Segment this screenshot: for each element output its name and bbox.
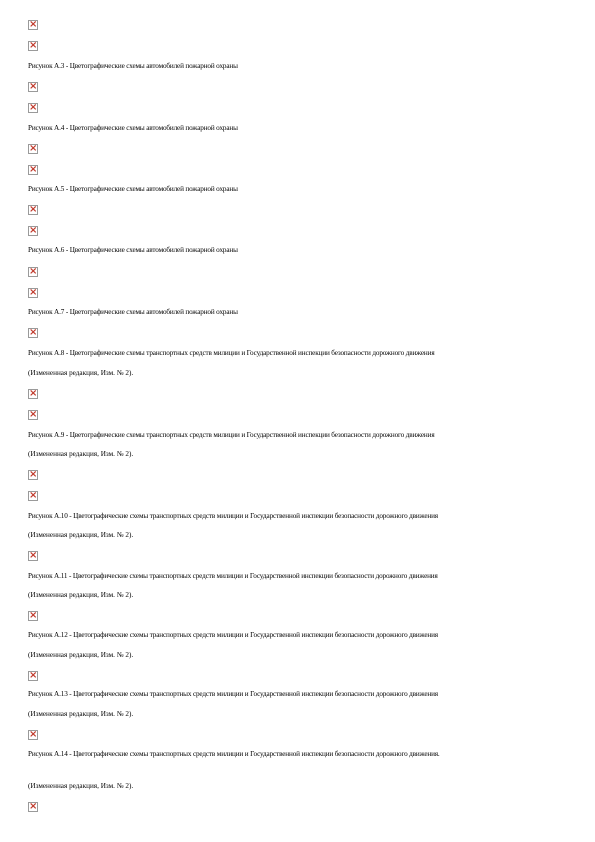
broken-image-icon <box>28 802 38 812</box>
broken-image-icon <box>28 410 38 420</box>
figure-caption: Рисунок А.11 - Цветографические схемы транспортных средств милиции и Государственной инспекции безопасности дорожного движения <box>28 572 438 580</box>
broken-image-icon <box>28 267 38 277</box>
figure-caption: Рисунок А.8 - Цветографические схемы транспортных средств милиции и Государственной инспекции безопасности дорожного движения <box>28 349 435 357</box>
broken-image-icon <box>28 328 38 338</box>
figure-caption: Рисунок А.9 - Цветографические схемы транспортных средств милиции и Государственной инспекции безопасности дорожного движения <box>28 431 435 439</box>
figure-caption: Рисунок А.5 - Цветографические схемы автомобилей пожарной охраны <box>28 185 238 193</box>
amendment-note: (Измененная редакция, Изм. № 2). <box>28 450 134 458</box>
figure-caption: Рисунок А.10 - Цветографические схемы транспортных средств милиции и Государственной инспекции безопасности дорожного движения <box>28 512 438 520</box>
broken-image-icon <box>28 82 38 92</box>
broken-image-icon <box>28 288 38 298</box>
figure-caption: Рисунок А.3 - Цветографические схемы автомобилей пожарной охраны <box>28 62 238 70</box>
figure-caption: Рисунок А.12 - Цветографические схемы транспортных средств милиции и Государственной инспекции безопасности дорожного движения <box>28 631 438 639</box>
amendment-note: (Измененная редакция, Изм. № 2). <box>28 710 134 718</box>
broken-image-icon <box>28 551 38 561</box>
amendment-note: (Измененная редакция, Изм. № 2). <box>28 531 134 539</box>
figure-caption: Рисунок А.6 - Цветографические схемы автомобилей пожарной охраны <box>28 246 238 254</box>
broken-image-icon <box>28 144 38 154</box>
amendment-note: (Измененная редакция, Изм. № 2). <box>28 591 134 599</box>
broken-image-icon <box>28 226 38 236</box>
figure-caption: Рисунок А.7 - Цветографические схемы автомобилей пожарной охраны <box>28 308 238 316</box>
broken-image-icon <box>28 611 38 621</box>
broken-image-icon <box>28 41 38 51</box>
broken-image-icon <box>28 103 38 113</box>
broken-image-icon <box>28 205 38 215</box>
figure-caption: Рисунок А.4 - Цветографические схемы автомобилей пожарной охраны <box>28 124 238 132</box>
broken-image-icon <box>28 165 38 175</box>
broken-image-icon <box>28 20 38 30</box>
broken-image-icon <box>28 730 38 740</box>
amendment-note: (Измененная редакция, Изм. № 2). <box>28 782 134 790</box>
broken-image-icon <box>28 491 38 501</box>
broken-image-icon <box>28 470 38 480</box>
broken-image-icon <box>28 671 38 681</box>
broken-image-icon <box>28 389 38 399</box>
figure-caption: Рисунок А.14 - Цветографические схемы транспортных средств милиции и Государственной инспекции безопасности дорожного движения. <box>28 750 440 758</box>
figure-caption: Рисунок А.13 - Цветографические схемы транспортных средств милиции и Государственной инспекции безопасности дорожного движения <box>28 690 438 698</box>
amendment-note: (Измененная редакция, Изм. № 2). <box>28 651 134 659</box>
amendment-note: (Измененная редакция, Изм. № 2). <box>28 369 134 377</box>
